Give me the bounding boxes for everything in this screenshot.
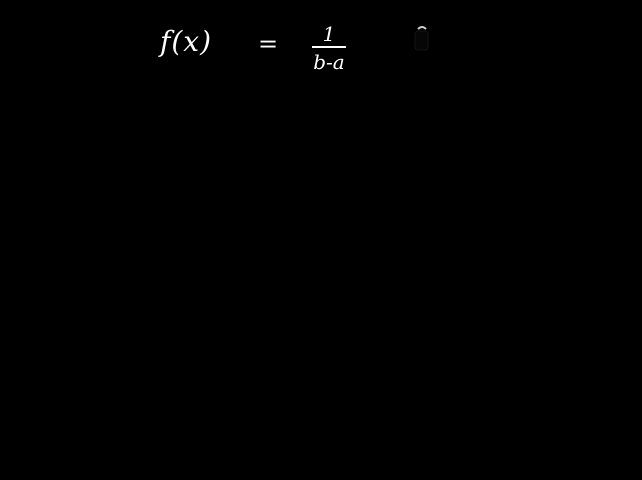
formula-equals-sign: =	[258, 30, 279, 58]
pen-cursor-icon	[412, 24, 432, 56]
formula-lhs: f(x)	[160, 25, 213, 58]
fraction-numerator: 1	[322, 22, 336, 46]
fraction-denominator: b-a	[313, 50, 345, 74]
formula-fraction	[304, 24, 354, 76]
fraction-bar	[312, 46, 346, 48]
